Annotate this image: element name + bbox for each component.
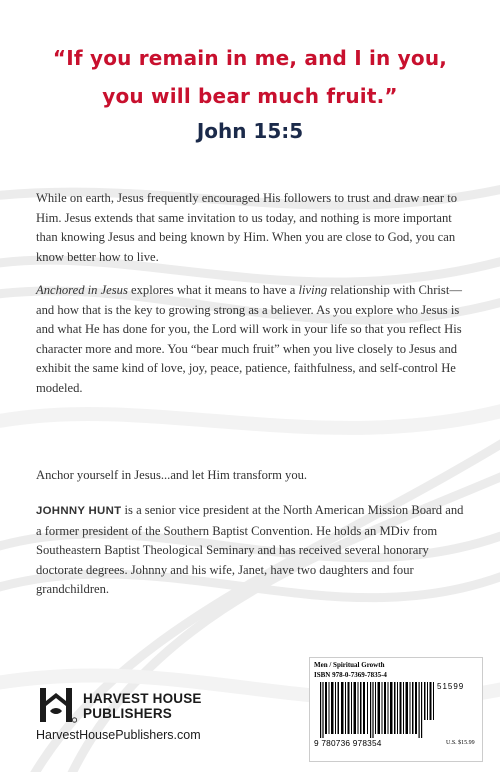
paragraph-2-part-a: explores what it means to have a bbox=[127, 283, 299, 297]
publisher-name-line-2: PUBLISHERS bbox=[83, 706, 173, 721]
book-title: Anchored in Jesus bbox=[36, 283, 128, 297]
publisher-name-line-1: HARVEST HOUSE bbox=[83, 691, 202, 706]
price-code: 51599 bbox=[437, 682, 465, 691]
paragraph-2-part-b: relationship with Christ—and how that is the key to growing strong as a believer. As you explore who Jesus is and what He has done for you, the Lord will work in your life so that you reflect His character more and more. You “bear much fruit” when you live closely to Jesus and exhibit the same kind of love, joy, peace, patience, faithfulness, and self-control He modeled. bbox=[36, 283, 462, 395]
publisher-website: HarvestHousePublishers.com bbox=[36, 728, 201, 742]
barcode-block bbox=[309, 657, 483, 762]
quote-line-2: you will bear much fruit.” bbox=[102, 84, 398, 108]
price-label: U.S. $15.99 bbox=[446, 740, 475, 746]
description-paragraph-3: Anchor yourself in Jesus...and let Him transform you. bbox=[36, 468, 308, 482]
publisher-name bbox=[83, 691, 202, 721]
quote-reference: John 15:5 bbox=[196, 119, 304, 143]
quote-line-1: “If you remain in me, and I in you, bbox=[52, 46, 448, 70]
category-label: Men / Spiritual Growth bbox=[314, 661, 385, 669]
author-name: JOHNNY HUNT bbox=[36, 505, 122, 517]
author-bio bbox=[36, 501, 466, 600]
harvest-house-logo-icon bbox=[36, 685, 78, 725]
author-bio-text: is a senior vice president at the North American Mission Board and a former president of the Southern Baptist Convention. He holds an MDiv from Southeastern Baptist Theological Seminary and has received several honorary doctorate degrees. Johnny and his wife, Janet, have two daughters and four grandchildren. bbox=[36, 503, 464, 597]
description-paragraph-1: While on earth, Jesus frequently encouraged His followers to trust and draw near to Him. Jesus extends that same invitation to us today, and nothing is more important than knowing Jesus and being known by Him. When you are close to God, you can know better how to live. bbox=[36, 191, 458, 264]
description-paragraph-2 bbox=[36, 281, 466, 399]
barcode-icon bbox=[320, 682, 435, 738]
barcode-number: 9 780736 978354 bbox=[314, 738, 382, 748]
emphasis-living: living bbox=[298, 283, 328, 297]
isbn-label: ISBN 978-0-7369-7835-4 bbox=[314, 671, 387, 679]
